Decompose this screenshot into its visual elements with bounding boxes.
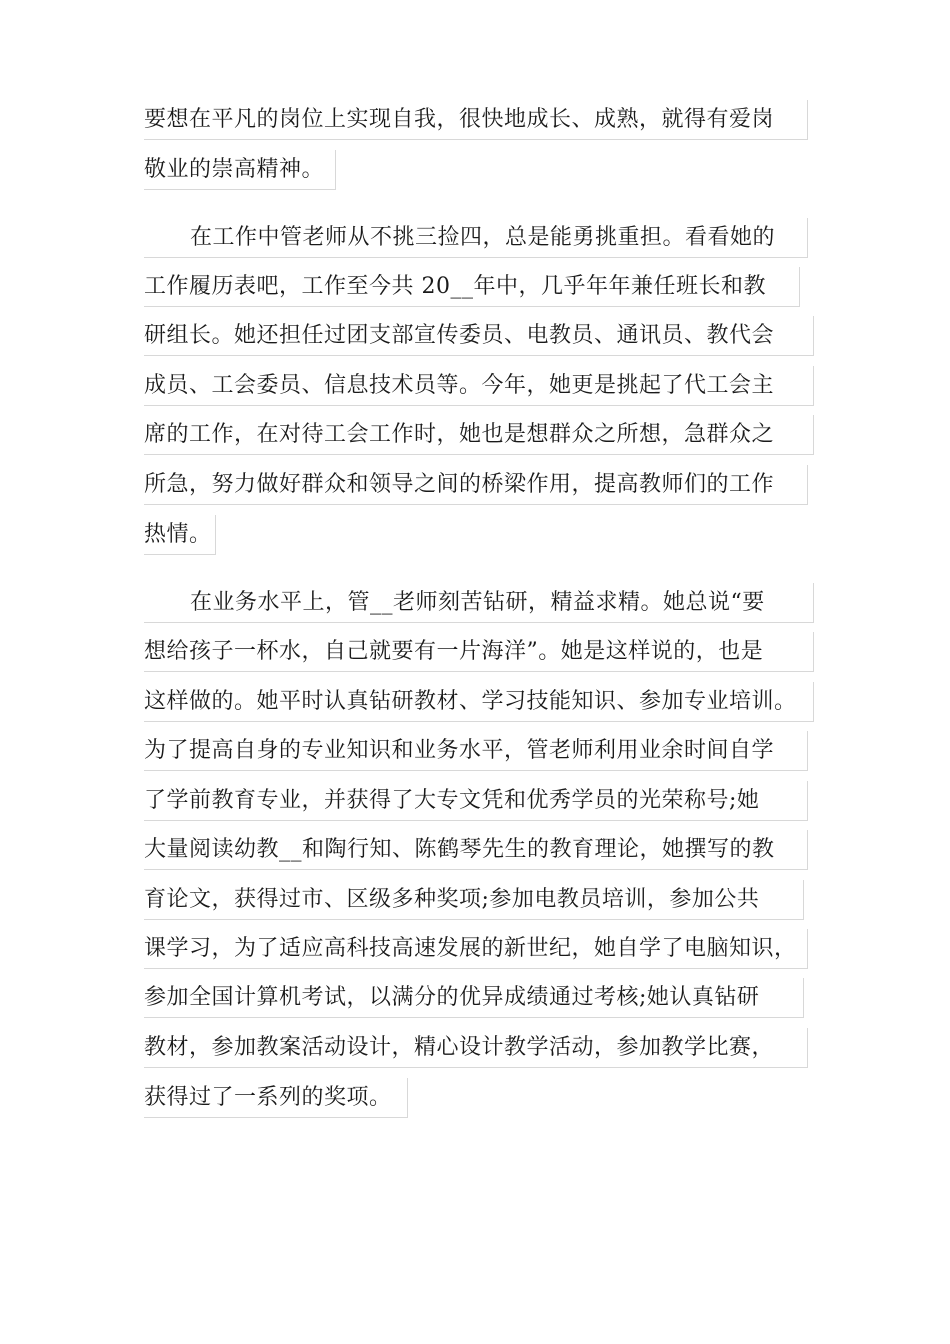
text-line: 研组长。她还担任过团支部宣传委员、电教员、通讯员、教代会 [144,316,814,356]
text-line: 课学习，为了适应高科技高速发展的新世纪，她自学了电脑知识， [144,929,808,969]
text-line: 在工作中管老师从不挑三捡四，总是能勇挑重担。看看她的 [144,218,808,258]
text-line: 所急，努力做好群众和领导之间的桥梁作用，提高教师们的工作 [144,465,808,505]
text-line: 席的工作，在对待工会工作时，她也是想群众之所想，急群众之 [144,415,814,455]
text-line: 在业务水平上，管__老师刻苦钻研，精益求精。她总说“要 [144,583,814,623]
text-line: 这样做的。她平时认真钻研教材、学习技能知识、参加专业培训。 [144,682,814,722]
text-line: 敬业的崇高精神。 [144,150,336,190]
text-line: 育论文，获得过市、区级多种奖项;参加电教员培训，参加公共 [144,880,804,920]
text-line: 要想在平凡的岗位上实现自我，很快地成长、成熟，就得有爱岗 [144,100,808,140]
text-line: 了学前教育专业，并获得了大专文凭和优秀学员的光荣称号;她 [144,781,808,821]
text-line: 教材，参加教案活动设计，精心设计教学活动，参加教学比赛， [144,1028,808,1068]
text-line: 热情。 [144,515,216,555]
text-line: 获得过了一系列的奖项。 [144,1078,408,1118]
text-line: 为了提高自身的专业知识和业务水平，管老师利用业余时间自学 [144,731,808,771]
text-line: 想给孩子一杯水，自己就要有一片海洋”。她是这样说的，也是 [144,632,814,672]
text-line: 参加全国计算机考试，以满分的优异成绩通过考核;她认真钻研 [144,978,804,1018]
text-line: 工作履历表吧，工作至今共 20__年中，几乎年年兼任班长和教 [144,267,800,307]
text-line: 大量阅读幼教__和陶行知、陈鹤琴先生的教育理论，她撰写的教 [144,830,808,870]
text-line: 成员、工会委员、信息技术员等。今年，她更是挑起了代工会主 [144,366,814,406]
